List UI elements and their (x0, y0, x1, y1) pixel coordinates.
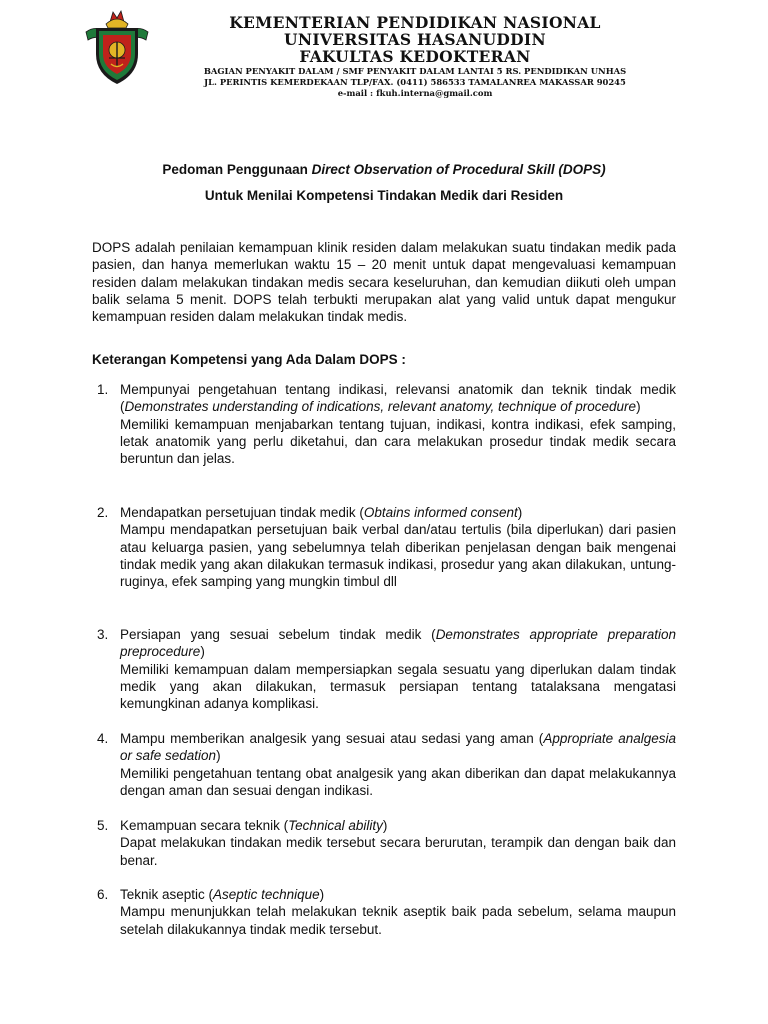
letterhead (150, 14, 680, 99)
competency-title: Teknik aseptic (Aseptic technique) (120, 887, 325, 902)
university-name: UNIVERSITAS HASANUDDIN (284, 30, 546, 49)
competency-description: Memiliki kemampuan dalam mempersiapkan segala sesuatu yang diperlukan dalam tindak medik yang akan dilakukan, termasuk persiapan tentang tatalaksana mengatasi kemungkinan adanya komplikasi. (120, 661, 676, 712)
title-italic: Direct Observation of Procedural Skill (DOPS) (311, 162, 606, 177)
competency-description: Mampu menunjukkan telah melakukan teknik aseptik baik pada sebelum, selama maupun setelah dilakukannya tindak medik tersebut. (120, 904, 676, 937)
competency-english: Technical ability (288, 818, 383, 833)
list-item-number: 4. (97, 731, 109, 746)
university-crest-icon (80, 8, 154, 86)
competency-title: Kemampuan secara teknik (Technical ability) (120, 818, 388, 833)
competency-description: Memiliki pengetahuan tentang obat analgesik yang akan diberikan dan dapat melakukannya dengan aman dan sesuai dengan indikasi. (120, 765, 676, 798)
list-item (92, 817, 676, 869)
title-prefix: Pedoman Penggunaan (162, 162, 312, 177)
competency-english: Demonstrates appropriate preparation preprocedure (120, 627, 676, 660)
competency-title: Mempunyai pengetahuan tentang indikasi, relevansi anatomik dan teknik tindak medik (Demonstrates understanding of indications, relevant anatomy, technique of procedure) (120, 382, 676, 415)
department-line: BAGIAN PENYAKIT DALAM / SMF PENYAKIT DALAM LANTAI 5 RS. PENDIDIKAN UNHAS (203, 66, 627, 76)
email-line: e-mail : fkuh.interna@gmail.com (337, 88, 493, 98)
competency-english: Demonstrates understanding of indications, relevant anatomy, technique of procedure (124, 399, 637, 415)
competency-english: Obtains informed consent (363, 505, 518, 520)
faculty-name: FAKULTAS KEDOKTERAN (299, 47, 531, 66)
competency-description: Dapat melakukan tindakan medik tersebut secara berurutan, terampik dan dengan baik dan benar. (120, 835, 676, 868)
section-heading: Keterangan Kompetensi yang Ada Dalam DOPS : (92, 352, 406, 367)
competency-description: Mampu mendapatkan persetujuan baik verbal dan/atau tertulis (bila diperlukan) dari pasien atau keluarga pasien, yang sebelumnya telah diberikan penjelasan dengan baik mengenai tindak medik yang akan dilakukan termasuk indikasi, prosedur yang akan dilakukan, untung-ruginya, efek samping yang mungkin timbul dll (120, 522, 676, 590)
competency-title: Persiapan yang sesuai sebelum tindak medik (Demonstrates appropriate preparation preprocedure) (120, 627, 676, 660)
list-item (92, 626, 676, 712)
list-item-number: 3. (97, 627, 109, 642)
list-item-number: 1. (97, 382, 109, 397)
list-item-number: 5. (97, 818, 109, 833)
address-line: JL. PERINTIS KEMERDEKAAN TLP/FAX. (0411) 586533 TAMALANREA MAKASSAR 90245 (204, 77, 626, 87)
document-title (92, 162, 676, 177)
competency-english: Appropriate analgesia or safe sedation (120, 731, 676, 764)
list-item (92, 730, 676, 799)
competency-title: Mampu memberikan analgesik yang sesuai atau sedasi yang aman (Appropriate analgesia or safe sedation) (120, 731, 676, 764)
competency-english: Aseptic technique (213, 887, 320, 902)
document-subtitle: Untuk Menilai Kompetensi Tindakan Medik dari Residen (204, 188, 564, 203)
intro-paragraph: DOPS adalah penilaian kemampuan klinik residen dalam melakukan suatu tindakan medik pada pasien, dan hanya memerlukan waktu 15 – 20 menit untuk dapat mengevaluasi kemampuan residen dalam melakukan tindakan medis secara keseluruhan, dan kemudian diikuti oleh umpan balik selama 5 menit. DOPS telah terbukti merupakan alat yang valid untuk dapat mengukur kemampuan residen dalam melakukan tindak medis. (92, 240, 676, 325)
list-item (92, 504, 676, 590)
list-item-number: 2. (97, 505, 109, 520)
ministry-name: KEMENTERIAN PENDIDIKAN NASIONAL (229, 13, 601, 32)
list-item-number: 6. (97, 887, 109, 902)
list-item (92, 381, 676, 467)
competency-description: Memiliki kemampuan menjabarkan tentang tujuan, indikasi, kontra indikasi, efek samping, letak anatomik yang perlu diketahui, dan cara melakukan prosedur tindak medik secara beruntun dan jelas. (120, 416, 676, 467)
list-item (92, 886, 676, 938)
competency-title: Mendapatkan persetujuan tindak medik (Obtains informed consent) (120, 505, 523, 520)
